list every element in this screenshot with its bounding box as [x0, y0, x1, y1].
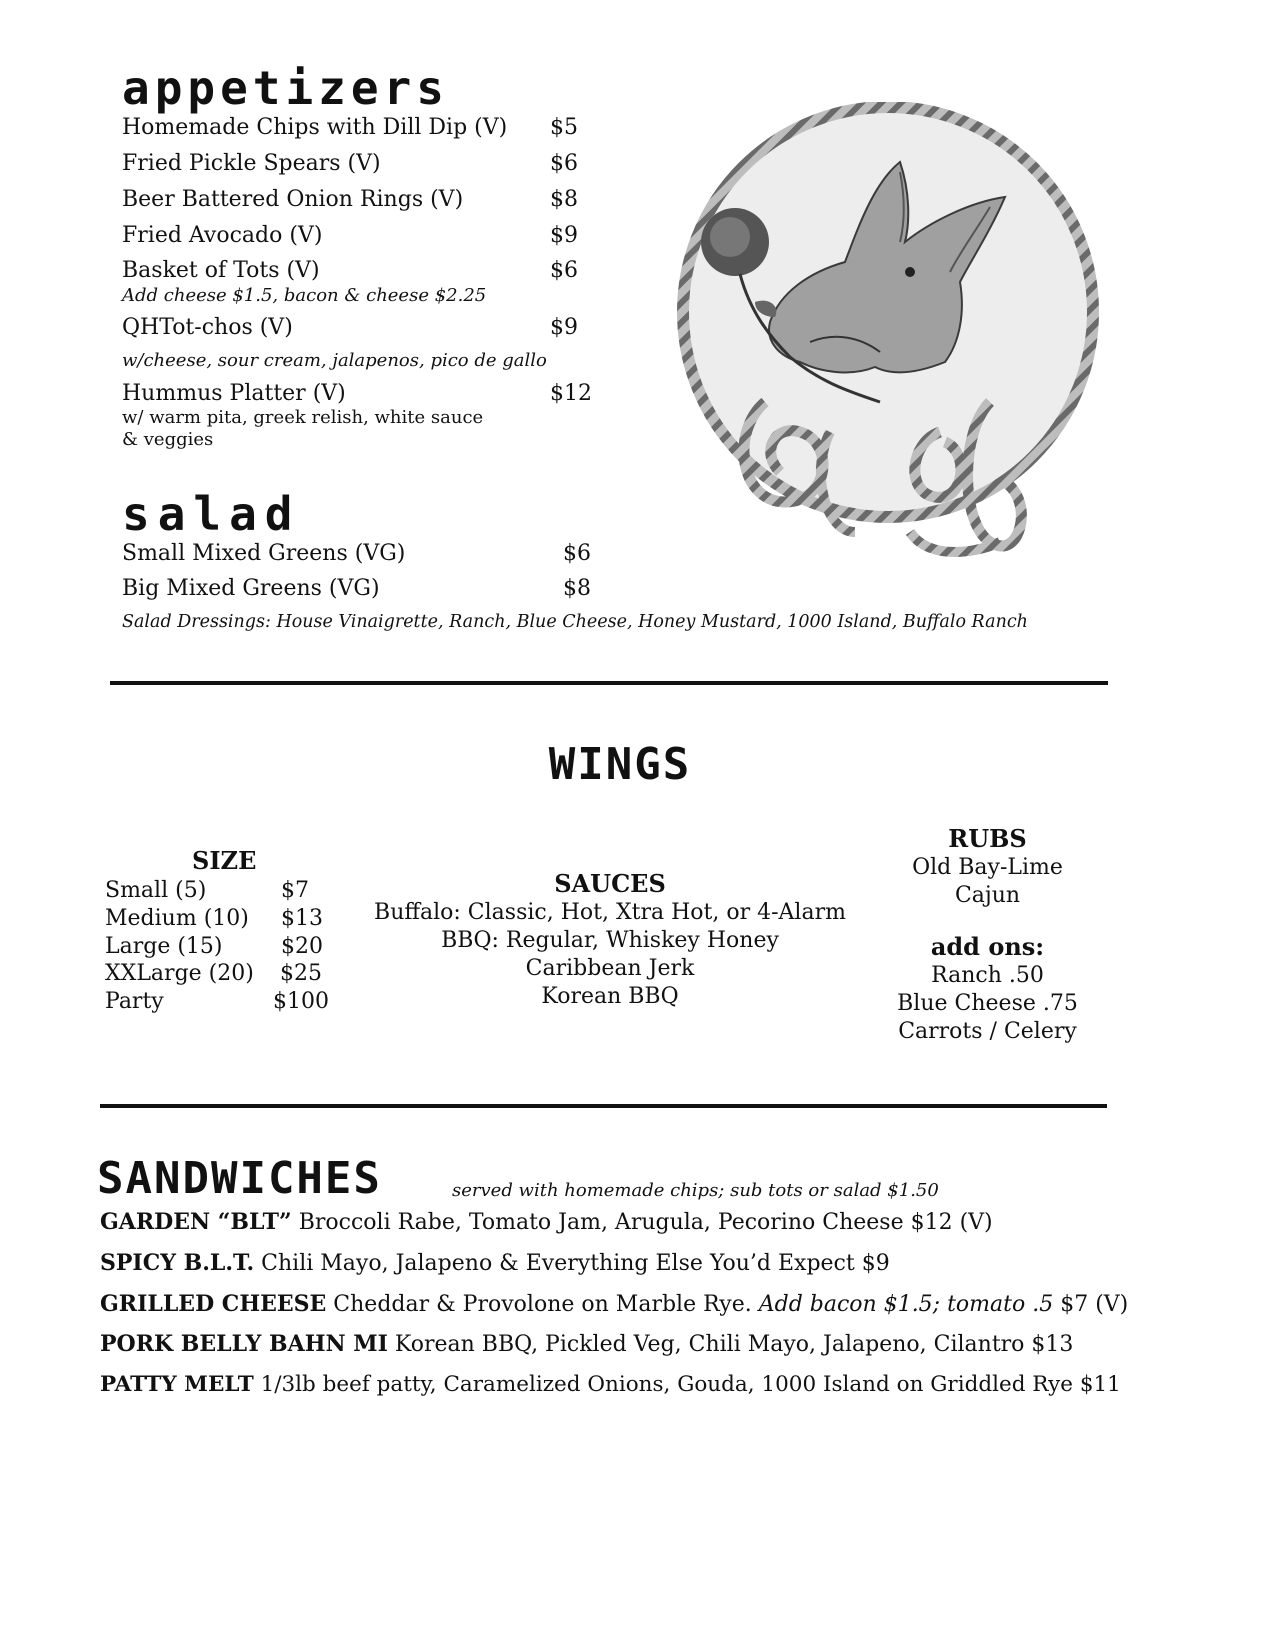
salad-item-name: Small Mixed Greens (VG) — [122, 541, 406, 566]
sandwich-name: PORK BELLY BAHN MI — [100, 1331, 388, 1357]
sandwich-price: $7 (V) — [1053, 1292, 1129, 1317]
salad-item-price: $8 — [563, 576, 591, 601]
sauce-line: Buffalo: Classic, Hot, Xtra Hot, or 4-Alarm — [374, 900, 846, 925]
wings-sauces-heading: SAUCES — [554, 869, 666, 898]
wing-size-label: XXLarge (20) — [105, 961, 254, 986]
sandwich-description: Chili Mayo, Jalapeno & Everything Else You’d Expect $9 — [261, 1251, 890, 1276]
appetizer-item-price: $12 — [550, 381, 592, 406]
sandwich-item — [100, 1371, 1121, 1399]
addon-line: Carrots / Celery — [898, 1019, 1077, 1044]
appetizer-item-description: w/ warm pita, greek relish, white sauce — [122, 407, 484, 428]
wings-heading: WINGS — [548, 739, 692, 790]
appetizer-item-name: Basket of Tots (V) — [122, 258, 320, 283]
wing-size-price: $25 — [280, 961, 322, 986]
sandwich-description: 1/3lb beef patty, Caramelized Onions, Gouda, 1000 Island on Griddled Rye $11 — [260, 1372, 1121, 1397]
rub-line: Old Bay-Lime — [912, 855, 1063, 880]
salad-dressings: Salad Dressings: House Vinaigrette, Ranch, Blue Cheese, Honey Mustard, 1000 Island, Buffalo Ranch — [122, 612, 1028, 632]
sandwich-description: Cheddar & Provolone on Marble Rye. — [333, 1292, 752, 1317]
wings-addons — [880, 932, 1095, 1046]
appetizer-item-price: $8 — [550, 187, 578, 212]
sauce-line: Caribbean Jerk — [525, 956, 695, 981]
salad-item-name: Big Mixed Greens (VG) — [122, 576, 380, 601]
wing-size-price: $20 — [281, 934, 323, 959]
appetizers-heading: appetizers — [122, 61, 449, 115]
sauce-line: BBQ: Regular, Whiskey Honey — [441, 928, 779, 953]
wing-size-price: $100 — [273, 989, 329, 1014]
appetizer-item-name: Fried Pickle Spears (V) — [122, 151, 381, 176]
wing-size-price: $7 — [281, 878, 309, 903]
appetizer-item-price: $9 — [550, 315, 578, 340]
appetizer-item-price: $6 — [550, 258, 578, 283]
wing-size-label: Party — [105, 989, 164, 1014]
wing-size-label: Medium (10) — [105, 906, 249, 931]
appetizer-item-name: Fried Avocado (V) — [122, 223, 323, 248]
section-divider — [110, 681, 1108, 685]
wings-size-heading: SIZE — [192, 846, 257, 875]
appetizer-item-price: $5 — [550, 115, 578, 140]
addon-line: Blue Cheese .75 — [897, 991, 1078, 1016]
sandwich-description: Korean BBQ, Pickled Veg, Chili Mayo, Jalapeno, Cilantro $13 — [394, 1332, 1074, 1357]
appetizer-item-note: w/cheese, sour cream, jalapenos, pico de gallo — [122, 350, 547, 371]
sandwiches-heading: SANDWICHES — [97, 1153, 382, 1204]
sauce-line: Korean BBQ — [541, 984, 679, 1009]
wings-rubs-heading: RUBS — [948, 824, 1027, 853]
wings-sauces — [350, 869, 870, 1011]
appetizer-item-name: Homemade Chips with Dill Dip (V) — [122, 115, 508, 140]
appetizer-item-name: Beer Battered Onion Rings (V) — [122, 187, 464, 212]
sandwiches-subtitle: served with homemade chips; sub tots or salad $1.50 — [452, 1180, 939, 1201]
boar-with-rose-in-rope-circle-icon — [660, 102, 1120, 562]
sandwich-name: GARDEN “BLT” — [100, 1209, 292, 1235]
sandwich-name: SPICY B.L.T. — [100, 1250, 255, 1276]
addon-line: Ranch .50 — [931, 963, 1044, 988]
sandwich-name: PATTY MELT — [100, 1372, 254, 1397]
appetizer-item-price: $6 — [550, 151, 578, 176]
wing-size-price: $13 — [281, 906, 323, 931]
sandwich-description: Broccoli Rabe, Tomato Jam, Arugula, Pecorino Cheese $12 (V) — [298, 1210, 993, 1235]
appetizer-item-price: $9 — [550, 223, 578, 248]
sandwich-item — [100, 1330, 1073, 1359]
appetizer-item-description: & veggies — [122, 429, 214, 450]
sandwich-name: GRILLED CHEESE — [100, 1291, 327, 1317]
salad-heading: salad — [122, 487, 301, 541]
appetizer-item-name: QHTot-chos (V) — [122, 315, 293, 340]
rub-line: Cajun — [954, 883, 1021, 908]
wings-rubs — [880, 824, 1095, 910]
section-divider — [100, 1104, 1107, 1108]
wings-addons-heading: add ons: — [930, 932, 1045, 961]
wing-size-label: Large (15) — [105, 934, 223, 959]
sandwich-item — [100, 1290, 1128, 1319]
salad-item-price: $6 — [563, 541, 591, 566]
sandwich-item — [100, 1208, 993, 1237]
appetizer-item-name: Hummus Platter (V) — [122, 381, 346, 406]
wing-size-label: Small (5) — [105, 878, 207, 903]
sandwich-item — [100, 1249, 890, 1278]
sandwich-addon-note: Add bacon $1.5; tomato .5 — [758, 1292, 1054, 1317]
appetizer-item-note: Add cheese $1.5, bacon & cheese $2.25 — [122, 285, 487, 306]
